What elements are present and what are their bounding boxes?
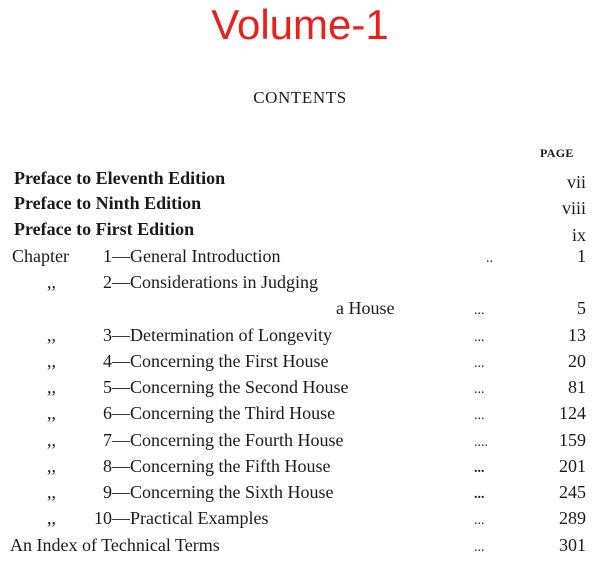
chapter-1-page: 1 bbox=[577, 246, 586, 266]
chapter-9-number: 9 bbox=[103, 482, 112, 502]
chapter-8-page: 201 bbox=[559, 456, 586, 476]
chapter-1-number: 1 bbox=[103, 246, 112, 266]
chapter-10-leader: ... bbox=[474, 513, 485, 528]
chapter-10-page: 289 bbox=[559, 508, 586, 528]
chapter-2-leader: ... bbox=[474, 303, 485, 318]
chapter-1-title: —General Introduction bbox=[112, 246, 281, 266]
chapter-5-page: 81 bbox=[568, 377, 586, 397]
chapter-3-page: 13 bbox=[568, 325, 586, 345]
chapter-4-title: —Concerning the First House bbox=[112, 351, 329, 371]
index-entry-label: An Index of Technical Terms bbox=[10, 535, 220, 555]
preface-eleventh-label: Preface to Eleventh Edition bbox=[14, 168, 226, 188]
page-column-header: PAGE bbox=[540, 146, 574, 160]
chapter-7-title: —Concerning the Fourth House bbox=[112, 430, 344, 450]
chapter-5-ditto: ,, bbox=[47, 377, 56, 397]
preface-first-page: ix bbox=[571, 225, 586, 245]
chapter-1-leader: .. bbox=[486, 251, 493, 266]
chapter-8-number: 8 bbox=[103, 456, 112, 476]
chapter-2-ditto: ,, bbox=[47, 272, 56, 292]
chapter-2-page: 5 bbox=[577, 298, 586, 318]
chapter-4-ditto: ,, bbox=[47, 351, 56, 371]
chapter-5-title: —Concerning the Second House bbox=[112, 377, 349, 397]
chapter-7-ditto: ,, bbox=[47, 430, 56, 450]
chapter-8-leader: ... bbox=[474, 461, 485, 476]
chapter-2-title-continued: a House bbox=[336, 298, 395, 318]
chapter-4-number: 4 bbox=[103, 351, 112, 371]
chapter-6-number: 6 bbox=[103, 403, 112, 423]
chapter-7-leader: .... bbox=[474, 435, 488, 450]
chapter-7-page: 159 bbox=[559, 430, 586, 450]
chapter-4-leader: ... bbox=[474, 356, 485, 371]
chapter-3-title: —Determination of Longevity bbox=[112, 325, 332, 345]
chapter-2-title: —Considerations in Judging bbox=[112, 272, 318, 292]
chapter-8-ditto: ,, bbox=[47, 456, 56, 476]
preface-first-label: Preface to First Edition bbox=[14, 219, 195, 239]
chapter-10-number: 10 bbox=[94, 508, 112, 528]
chapter-4-page: 20 bbox=[568, 351, 586, 371]
chapter-10-title: —Practical Examples bbox=[112, 508, 269, 528]
chapter-3-ditto: ,, bbox=[47, 325, 56, 345]
chapter-6-title: —Concerning the Third House bbox=[112, 403, 336, 423]
chapter-9-ditto: ,, bbox=[47, 482, 56, 502]
chapter-3-leader: ... bbox=[474, 330, 485, 345]
chapter-9-leader: ... bbox=[474, 487, 485, 502]
chapter-8-title: —Concerning the Fifth House bbox=[112, 456, 331, 476]
chapter-9-page: 245 bbox=[559, 482, 586, 502]
index-entry-leader: ... bbox=[474, 540, 485, 555]
volume-title: Volume-1 bbox=[211, 1, 389, 48]
chapter-6-page: 124 bbox=[559, 403, 586, 423]
preface-ninth-label: Preface to Ninth Edition bbox=[14, 193, 202, 213]
chapter-2-number: 2 bbox=[103, 272, 112, 292]
chapter-9-title: —Concerning the Sixth House bbox=[112, 482, 334, 502]
index-entry-page: 301 bbox=[559, 535, 586, 555]
chapter-10-ditto: ,, bbox=[47, 508, 56, 528]
chapter-7-number: 7 bbox=[103, 430, 112, 450]
chapter-3-number: 3 bbox=[103, 325, 112, 345]
chapter-6-ditto: ,, bbox=[47, 403, 56, 423]
preface-ninth-page: viii bbox=[561, 198, 586, 218]
chapter-5-number: 5 bbox=[103, 377, 112, 397]
chapter-6-leader: ... bbox=[474, 408, 485, 423]
chapter-5-leader: ... bbox=[474, 382, 485, 397]
preface-eleventh-page: vii bbox=[566, 172, 586, 192]
chapter-word: Chapter bbox=[12, 246, 69, 266]
contents-heading: CONTENTS bbox=[253, 88, 347, 107]
